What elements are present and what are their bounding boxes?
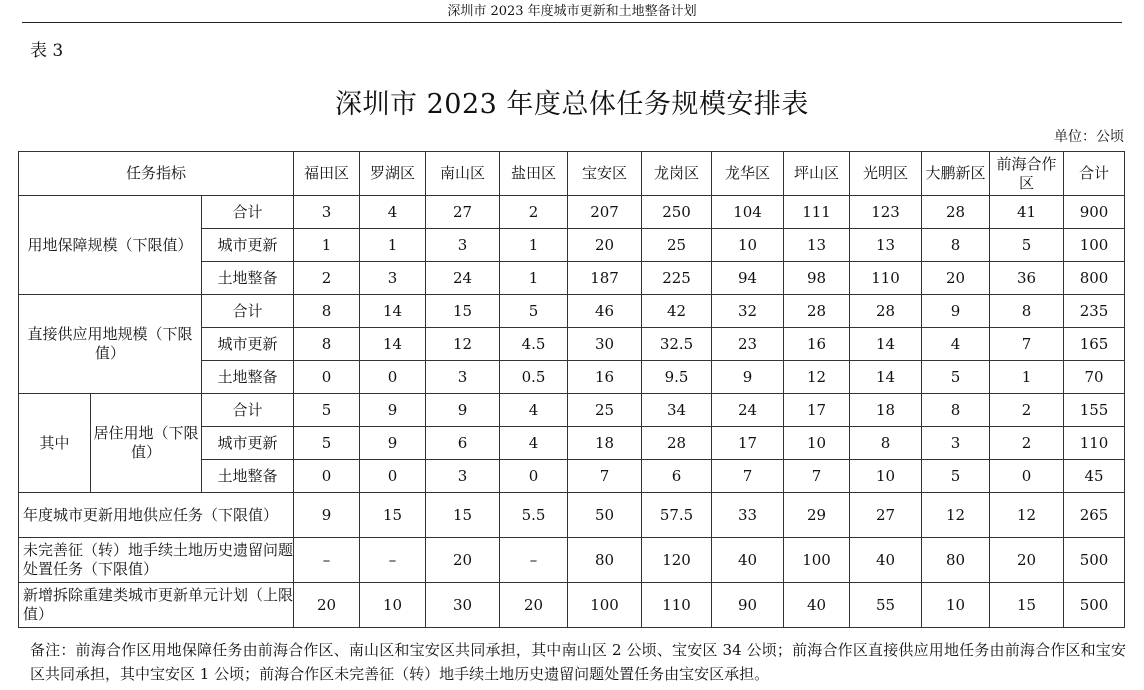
table-cell: 42 <box>642 295 712 328</box>
table-cell: 30 <box>568 328 642 361</box>
table-cell-total: 100 <box>1064 229 1125 262</box>
table-cell: 1 <box>500 262 568 295</box>
running-header: 深圳市 2023 年度城市更新和土地整备计划 <box>22 0 1122 23</box>
table-cell: 41 <box>990 196 1064 229</box>
row-sub-label: 土地整备 <box>202 361 294 394</box>
table-cell: 110 <box>850 262 922 295</box>
header-district: 前海合作区 <box>990 152 1064 196</box>
table-cell: 250 <box>642 196 712 229</box>
table-cell: 123 <box>850 196 922 229</box>
table-cell: 25 <box>642 229 712 262</box>
table-cell: 5 <box>922 460 990 493</box>
header-district: 光明区 <box>850 152 922 196</box>
table-cell: 20 <box>990 538 1064 583</box>
table-cell: 111 <box>784 196 850 229</box>
table-cell: 80 <box>568 538 642 583</box>
table-cell: 100 <box>784 538 850 583</box>
table-footnote: 备注：前海合作区用地保障任务由前海合作区、南山区和宝安区共同承担，其中南山区 2 公顷、宝安区 34 公顷；前海合作区直接供应用地任务由前海合作区和宝安区共同承担，其中宝安区 1 公顷；前海合作区未完善征（转）地手续土地历史遗留问题处置任务由宝安区承担。 <box>30 641 1126 683</box>
table-cell: 17 <box>712 427 784 460</box>
table-cell: 5 <box>990 229 1064 262</box>
header-district: 福田区 <box>294 152 360 196</box>
table-cell-total: 500 <box>1064 583 1125 628</box>
header-district: 龙华区 <box>712 152 784 196</box>
row-sub-label: 城市更新 <box>202 427 294 460</box>
table-cell: 3 <box>922 427 990 460</box>
table-number-label: 表 3 <box>30 41 64 61</box>
table-cell: 9 <box>426 394 500 427</box>
group-label: 用地保障规模（下限值） <box>19 196 202 295</box>
table-cell: 13 <box>784 229 850 262</box>
row-sub-label: 土地整备 <box>202 262 294 295</box>
table-cell: 5.5 <box>500 493 568 538</box>
table-cell: 12 <box>784 361 850 394</box>
table-cell-total: 70 <box>1064 361 1125 394</box>
table-cell: 1 <box>990 361 1064 394</box>
table-cell: 3 <box>360 262 426 295</box>
table-cell: – <box>360 538 426 583</box>
table-cell: 2 <box>990 394 1064 427</box>
table-cell: 0 <box>990 460 1064 493</box>
table-cell: 9 <box>360 427 426 460</box>
table-cell: 7 <box>712 460 784 493</box>
table-cell: 34 <box>642 394 712 427</box>
table-cell: – <box>500 538 568 583</box>
table-cell: 5 <box>294 394 360 427</box>
row-label: 新增拆除重建类城市更新单元计划（上限值） <box>19 583 294 628</box>
table-cell: 1 <box>500 229 568 262</box>
row-sub-label: 合计 <box>202 196 294 229</box>
table-cell: 40 <box>850 538 922 583</box>
table-cell: 50 <box>568 493 642 538</box>
table-cell: 17 <box>784 394 850 427</box>
header-district: 坪山区 <box>784 152 850 196</box>
header-district: 盐田区 <box>500 152 568 196</box>
table-cell: 10 <box>360 583 426 628</box>
table-cell: 8 <box>922 229 990 262</box>
table-row <box>19 196 1125 229</box>
table-cell: 9 <box>294 493 360 538</box>
table-cell-total: 900 <box>1064 196 1125 229</box>
row-sub-label: 城市更新 <box>202 328 294 361</box>
table-cell: 24 <box>712 394 784 427</box>
table-cell: 4 <box>922 328 990 361</box>
table-cell: 29 <box>784 493 850 538</box>
table-cell-total: 155 <box>1064 394 1125 427</box>
table-cell: 15 <box>360 493 426 538</box>
table-cell: 98 <box>784 262 850 295</box>
table-cell: 14 <box>360 328 426 361</box>
table-cell-total: 235 <box>1064 295 1125 328</box>
table-cell: 94 <box>712 262 784 295</box>
table-cell-total: 800 <box>1064 262 1125 295</box>
table-cell: 3 <box>294 196 360 229</box>
row-sub-label: 合计 <box>202 295 294 328</box>
header-district: 龙岗区 <box>642 152 712 196</box>
table-cell: 20 <box>568 229 642 262</box>
table-cell: 2 <box>500 196 568 229</box>
table-cell: 4 <box>500 427 568 460</box>
group-label: 其中 <box>19 394 91 493</box>
table-cell: 32 <box>712 295 784 328</box>
table-cell: 27 <box>850 493 922 538</box>
table-cell: 0 <box>360 460 426 493</box>
table-header-row <box>19 152 1125 196</box>
table-cell: 4 <box>360 196 426 229</box>
table-cell: 10 <box>922 583 990 628</box>
table-cell: 12 <box>426 328 500 361</box>
table-cell: 8 <box>990 295 1064 328</box>
table-cell: 104 <box>712 196 784 229</box>
row-label: 未完善征（转）地手续土地历史遗留问题处置任务（下限值） <box>19 538 294 583</box>
group-label: 直接供应用地规模（下限值） <box>19 295 202 394</box>
table-cell: 40 <box>784 583 850 628</box>
table-cell: 1 <box>294 229 360 262</box>
table-cell: 8 <box>922 394 990 427</box>
table-row <box>19 583 1125 628</box>
table-cell-total: 500 <box>1064 538 1125 583</box>
table-cell: 55 <box>850 583 922 628</box>
group-sublabel: 居住用地（下限值） <box>91 394 202 493</box>
table-cell: 28 <box>642 427 712 460</box>
table-cell: 15 <box>426 493 500 538</box>
table-title: 深圳市 2023 年度总体任务规模安排表 <box>335 89 809 120</box>
table-cell: 20 <box>294 583 360 628</box>
table-cell: 8 <box>294 295 360 328</box>
header-total: 合计 <box>1064 152 1125 196</box>
table-cell: – <box>294 538 360 583</box>
table-cell: 3 <box>426 229 500 262</box>
table-cell: 3 <box>426 460 500 493</box>
table-cell: 10 <box>784 427 850 460</box>
table-cell: 40 <box>712 538 784 583</box>
row-sub-label: 城市更新 <box>202 229 294 262</box>
row-sub-label: 合计 <box>202 394 294 427</box>
table-cell: 13 <box>850 229 922 262</box>
table-cell: 15 <box>426 295 500 328</box>
header-district: 大鹏新区 <box>922 152 990 196</box>
table-cell: 5 <box>294 427 360 460</box>
table-cell: 187 <box>568 262 642 295</box>
table-cell: 30 <box>426 583 500 628</box>
table-cell: 5 <box>500 295 568 328</box>
row-sub-label: 土地整备 <box>202 460 294 493</box>
table-cell: 0 <box>360 361 426 394</box>
table-cell: 9 <box>922 295 990 328</box>
table-cell: 4.5 <box>500 328 568 361</box>
table-cell: 0 <box>294 361 360 394</box>
table-cell: 6 <box>426 427 500 460</box>
table-cell: 4 <box>500 394 568 427</box>
table-cell: 18 <box>850 394 922 427</box>
table-cell: 120 <box>642 538 712 583</box>
table-cell: 225 <box>642 262 712 295</box>
table-cell: 2 <box>294 262 360 295</box>
table-cell: 9 <box>360 394 426 427</box>
table-cell: 23 <box>712 328 784 361</box>
table-cell: 28 <box>922 196 990 229</box>
table-cell: 7 <box>568 460 642 493</box>
table-cell: 1 <box>360 229 426 262</box>
table-cell: 207 <box>568 196 642 229</box>
table-cell-total: 265 <box>1064 493 1125 538</box>
table-cell: 14 <box>850 328 922 361</box>
table-cell: 7 <box>784 460 850 493</box>
table-cell: 16 <box>568 361 642 394</box>
table-row <box>19 538 1125 583</box>
table-cell: 28 <box>850 295 922 328</box>
unit-label: 单位：公顷 <box>1054 129 1124 145</box>
table-cell: 0 <box>500 460 568 493</box>
table-cell: 33 <box>712 493 784 538</box>
table-cell: 20 <box>500 583 568 628</box>
table-cell: 12 <box>922 493 990 538</box>
table-cell: 10 <box>712 229 784 262</box>
table-cell: 46 <box>568 295 642 328</box>
table-cell: 3 <box>426 361 500 394</box>
header-district: 罗湖区 <box>360 152 426 196</box>
table-cell: 36 <box>990 262 1064 295</box>
table-cell: 90 <box>712 583 784 628</box>
table-cell: 80 <box>922 538 990 583</box>
table-cell-total: 45 <box>1064 460 1125 493</box>
header-indicator: 任务指标 <box>19 152 294 196</box>
table-cell: 28 <box>784 295 850 328</box>
header-district: 南山区 <box>426 152 500 196</box>
table-cell: 14 <box>850 361 922 394</box>
table-cell: 2 <box>990 427 1064 460</box>
table-cell: 57.5 <box>642 493 712 538</box>
table-cell: 25 <box>568 394 642 427</box>
table-cell: 110 <box>642 583 712 628</box>
table-cell: 5 <box>922 361 990 394</box>
table-cell: 0.5 <box>500 361 568 394</box>
table-cell: 10 <box>850 460 922 493</box>
table-row <box>19 295 1125 328</box>
table-cell: 8 <box>294 328 360 361</box>
table-cell: 9.5 <box>642 361 712 394</box>
table-cell: 32.5 <box>642 328 712 361</box>
table-cell: 20 <box>426 538 500 583</box>
row-label: 年度城市更新用地供应任务（下限值） <box>19 493 294 538</box>
header-district: 宝安区 <box>568 152 642 196</box>
table-cell: 6 <box>642 460 712 493</box>
table-row <box>19 394 1125 427</box>
task-scale-table <box>18 151 1125 628</box>
table-row <box>19 493 1125 538</box>
table-cell: 24 <box>426 262 500 295</box>
table-cell: 9 <box>712 361 784 394</box>
table-cell: 8 <box>850 427 922 460</box>
table-cell: 0 <box>294 460 360 493</box>
table-cell-total: 110 <box>1064 427 1125 460</box>
table-cell: 12 <box>990 493 1064 538</box>
table-cell: 18 <box>568 427 642 460</box>
table-cell: 7 <box>990 328 1064 361</box>
table-cell: 100 <box>568 583 642 628</box>
table-cell: 14 <box>360 295 426 328</box>
table-cell: 27 <box>426 196 500 229</box>
table-cell: 15 <box>990 583 1064 628</box>
table-cell: 20 <box>922 262 990 295</box>
table-cell-total: 165 <box>1064 328 1125 361</box>
table-cell: 16 <box>784 328 850 361</box>
